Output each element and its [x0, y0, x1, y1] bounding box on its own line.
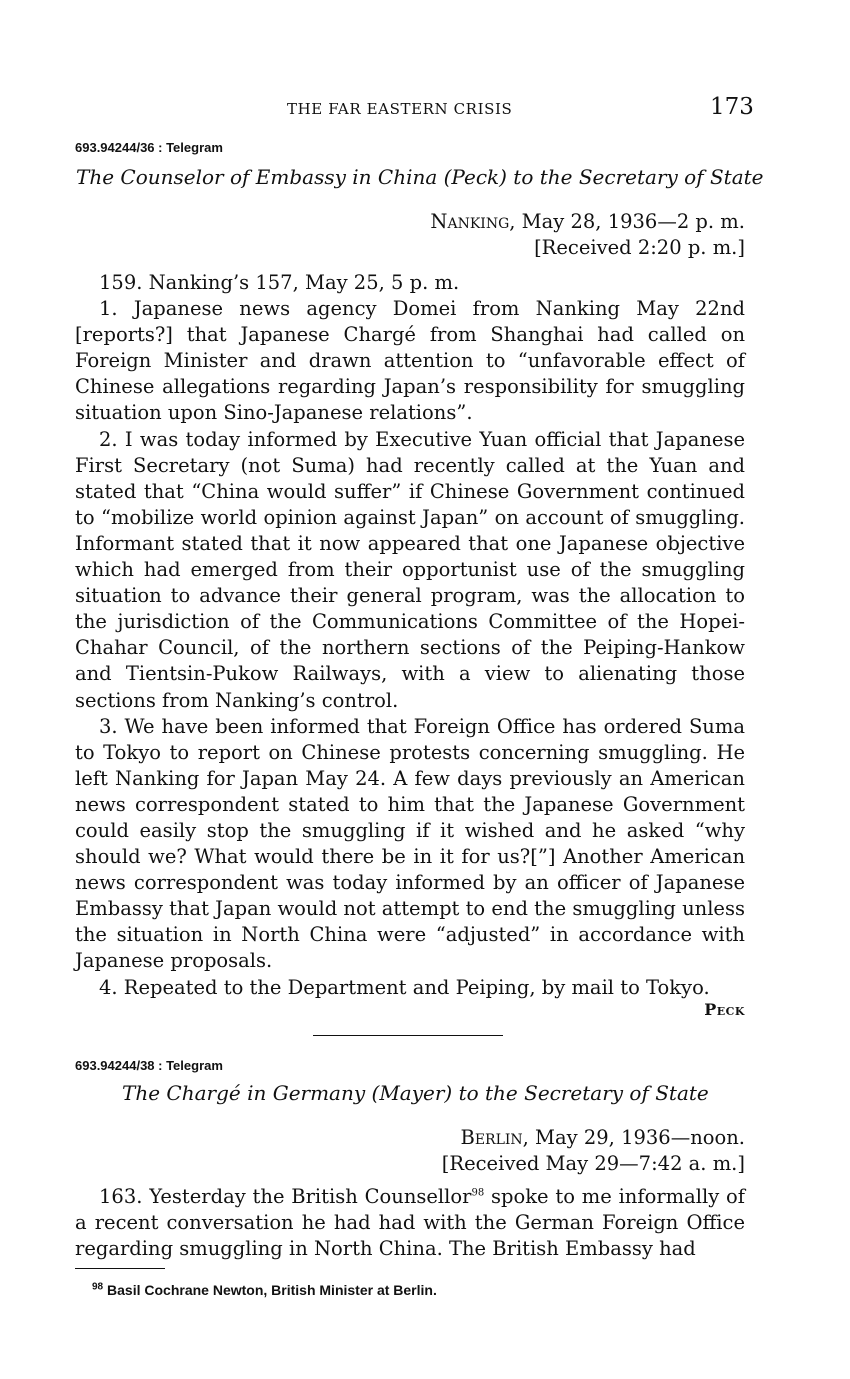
doc1-place: Nanking — [430, 210, 510, 233]
doc2-paragraph — [75, 1184, 745, 1262]
footnote-text: Basil Cochrane Newton, British Minister at Berlin. — [103, 1282, 437, 1298]
doc2-file-number: 693.94244/38 : Telegram — [75, 1058, 223, 1073]
doc2-received: [Received May 29—7:42 a. m.] — [441, 1152, 745, 1175]
running-title: THE FAR EASTERN CRISIS — [287, 100, 513, 118]
section-divider — [313, 1035, 503, 1036]
doc1-received: [Received 2:20 p. m.] — [534, 236, 745, 259]
doc1-signature: Peck — [704, 1000, 745, 1019]
doc2-place: Berlin — [460, 1126, 523, 1149]
doc2-dateline — [442, 1125, 745, 1177]
doc2-date: , May 29, 1936—noon. — [522, 1126, 745, 1149]
footnote-reference: 98 — [471, 1187, 485, 1199]
doc2-paragraph-rest: spoke to me informally of a recent conversation he had had with the German Foreign Office regarding smuggling in North China. The British Embassy had — [75, 1185, 745, 1261]
doc2-body — [75, 1184, 745, 1262]
footnote-rule — [75, 1268, 165, 1269]
footnote-marker: 98 — [92, 1281, 104, 1293]
doc1-paragraph: 3. We have been informed that Foreign Office has ordered Suma to Tokyo to report on Chinese protests concerning smuggling. He left Nanking for Japan May 24. A few days previously an American news correspondent stated to him that the Japanese Government could easily stop the smuggling if it wished and he asked “why should we? What would there be in it for us?[”] Another American news correspondent was today informed by an officer of Japanese Embassy that Japan would not attempt to end the smuggling unless the situation in North China were “adjusted” in accordance with Japanese proposals. — [75, 714, 745, 973]
doc1-paragraph: 2. I was today informed by Executive Yuan official that Japanese First Secretary (not Suma) had recently called at the Yuan and stated that “China would suffer” if Chinese Government continued to “mobilize world opinion against Japan” on account of smuggling. Informant stated that it now appeared that one Japanese objective which had emerged from their opportunist use of the smuggling situation to advance their general program, was the allocation to the jurisdiction of the Communications Committee of the Hopei-Chahar Council, of the northern sections of the Peiping-Hankow and Tientsin-Pukow Railways, with a view to alienating those sections from Nanking’s control. — [75, 427, 745, 712]
doc1-file-number: 693.94244/36 : Telegram — [75, 140, 223, 155]
doc2-heading: The Chargé in Germany (Mayer) to the Secretary of State — [122, 1081, 709, 1105]
doc1-dateline — [430, 209, 745, 261]
doc1-paragraph: 1. Japanese news agency Domei from Nanking May 22nd [reports?] that Japanese Chargé from Shanghai had called on Foreign Minister and drawn attention to “unfavorable effect of Chinese allegations regarding Japan’s responsibility for smuggling situation upon Sino-Japanese relations”. — [75, 297, 745, 425]
doc1-body — [75, 270, 745, 1001]
doc1-paragraph: 4. Repeated to the Department and Peiping, by mail to Tokyo. — [99, 975, 710, 999]
doc2-paragraph-start: 163. Yesterday the British Counsellor — [99, 1185, 472, 1208]
doc1-paragraph: 159. Nanking’s 157, May 25, 5 p. m. — [99, 271, 460, 294]
doc1-heading: The Counselor of Embassy in China (Peck) to the Secretary of State — [76, 165, 764, 189]
page-number: 173 — [710, 94, 754, 120]
footnote — [92, 1282, 437, 1298]
running-head — [0, 96, 850, 122]
doc1-date: , May 28, 1936—2 p. m. — [509, 210, 745, 233]
